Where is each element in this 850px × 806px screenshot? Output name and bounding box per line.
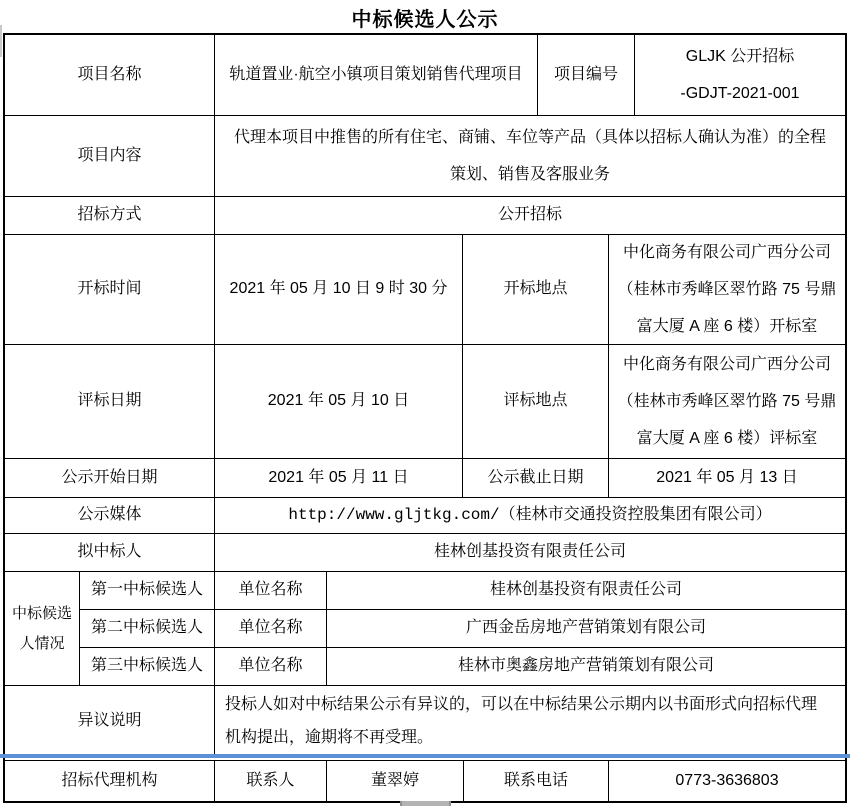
row-evaluation (5, 344, 845, 458)
project-code-value (634, 35, 845, 115)
method-label: 招标方式 (77, 206, 142, 224)
evaluation-date-label: 评标日期 (77, 392, 142, 410)
row-agency (5, 760, 845, 801)
project-code-line2: -GDJT-2021-001 (680, 85, 800, 102)
media-value (214, 498, 845, 533)
row-opening (5, 234, 845, 344)
agency-contact-label: 联系人 (214, 761, 326, 801)
page-break-line (0, 754, 850, 758)
evaluation-place-line2: （桂林市秀峰区翠竹路 75 号鼎 (617, 393, 837, 410)
opening-time-value: 2021 年 05 月 10 日 9 时 30 分 (214, 235, 462, 344)
candidate-1-rank: 第一中标候选人 (79, 572, 214, 609)
candidate-row-1 (79, 572, 845, 609)
opening-place-line3: 富大厦 A 座 6 楼）开标室 (636, 318, 818, 335)
row-content (5, 115, 845, 196)
publicity-end-value: 2021 年 05 月 13 日 (608, 459, 845, 497)
objection-value (214, 686, 845, 756)
row-proposed-winner (5, 533, 845, 571)
candidates-header-line2: 人情况 (19, 634, 65, 652)
row-objection (5, 685, 845, 756)
candidate-3-unit-label: 单位名称 (214, 648, 326, 685)
agency-phone-value: 0773-3636803 (608, 761, 845, 801)
proposed-winner-value: 桂林创基投资有限责任公司 (214, 534, 845, 571)
candidate-1-unit-label: 单位名称 (214, 572, 326, 609)
candidate-3-company: 桂林市奥鑫房地产营销策划有限公司 (326, 648, 845, 685)
opening-place-line2: （桂林市秀峰区翠竹路 75 号鼎 (617, 281, 837, 298)
content-line1: 代理本项目中推售的所有住宅、商铺、车位等产品（具体以招标人确认为准）的全程 (233, 129, 826, 146)
announcement-table (3, 33, 847, 803)
row-publicity-dates (5, 458, 845, 497)
content-value (214, 116, 845, 196)
opening-place-line1: 中化商务有限公司广西分公司 (622, 244, 831, 261)
agency-label: 招标代理机构 (61, 771, 158, 789)
evaluation-place-line1: 中化商务有限公司广西分公司 (622, 356, 831, 373)
content-label: 项目内容 (77, 146, 142, 164)
candidate-2-unit-label: 单位名称 (214, 610, 326, 647)
agency-contact-name: 董翠婷 (326, 761, 463, 801)
page-title: 中标候选人公示 (351, 9, 499, 31)
publicity-end-label: 公示截止日期 (462, 459, 608, 497)
bottom-scroll-artifact (400, 801, 451, 806)
candidate-3-rank: 第三中标候选人 (79, 648, 214, 685)
evaluation-place-label: 评标地点 (462, 345, 608, 458)
project-code-line1: GLJK 公开招标 (685, 48, 795, 65)
method-value: 公开招标 (214, 197, 845, 234)
objection-line1: 投标人如对中标结果公示有异议的，可以在中标结果公示期内以书面形式向招标代理 (225, 696, 818, 713)
content-line2: 策划、销售及客服业务 (449, 166, 610, 183)
publicity-start-value: 2021 年 05 月 11 日 (214, 459, 462, 497)
media-suffix: （桂林市交通投资控股集团有限公司） (499, 506, 772, 524)
objection-label: 异议说明 (77, 711, 142, 729)
candidate-row-2 (79, 609, 845, 647)
row-publicity-media (5, 497, 845, 533)
media-url: http://www.gljtkg.com/ (288, 506, 500, 525)
agency-phone-label: 联系电话 (463, 761, 608, 801)
candidates-section-header (5, 572, 79, 685)
candidate-2-company: 广西金岳房地产营销策划有限公司 (326, 610, 845, 647)
proposed-winner-label: 拟中标人 (77, 543, 142, 561)
evaluation-date-value: 2021 年 05 月 10 日 (214, 345, 462, 458)
project-name-label: 项目名称 (77, 65, 142, 83)
opening-time-label: 开标时间 (77, 280, 142, 298)
evaluation-place-value (608, 345, 845, 458)
row-project (5, 35, 845, 115)
candidates-rows (79, 572, 845, 685)
candidate-row-3 (79, 647, 845, 685)
media-label: 公示媒体 (77, 506, 142, 524)
page-edge-artifact (0, 25, 2, 57)
candidate-1-company: 桂林创基投资有限责任公司 (326, 572, 845, 609)
evaluation-place-line3: 富大厦 A 座 6 楼）评标室 (636, 430, 818, 447)
candidates-header-line1: 中标候选 (11, 604, 72, 622)
opening-place-label: 开标地点 (462, 235, 608, 344)
row-candidates-section (5, 571, 845, 685)
project-name-value: 轨道置业·航空小镇项目策划销售代理项目 (214, 35, 537, 115)
row-method (5, 196, 845, 234)
objection-line2: 机构提出，逾期将不再受理。 (225, 729, 434, 746)
opening-place-value (608, 235, 845, 344)
publicity-start-label: 公示开始日期 (61, 468, 158, 486)
candidate-2-rank: 第二中标候选人 (79, 610, 214, 647)
project-code-label: 项目编号 (537, 35, 634, 115)
